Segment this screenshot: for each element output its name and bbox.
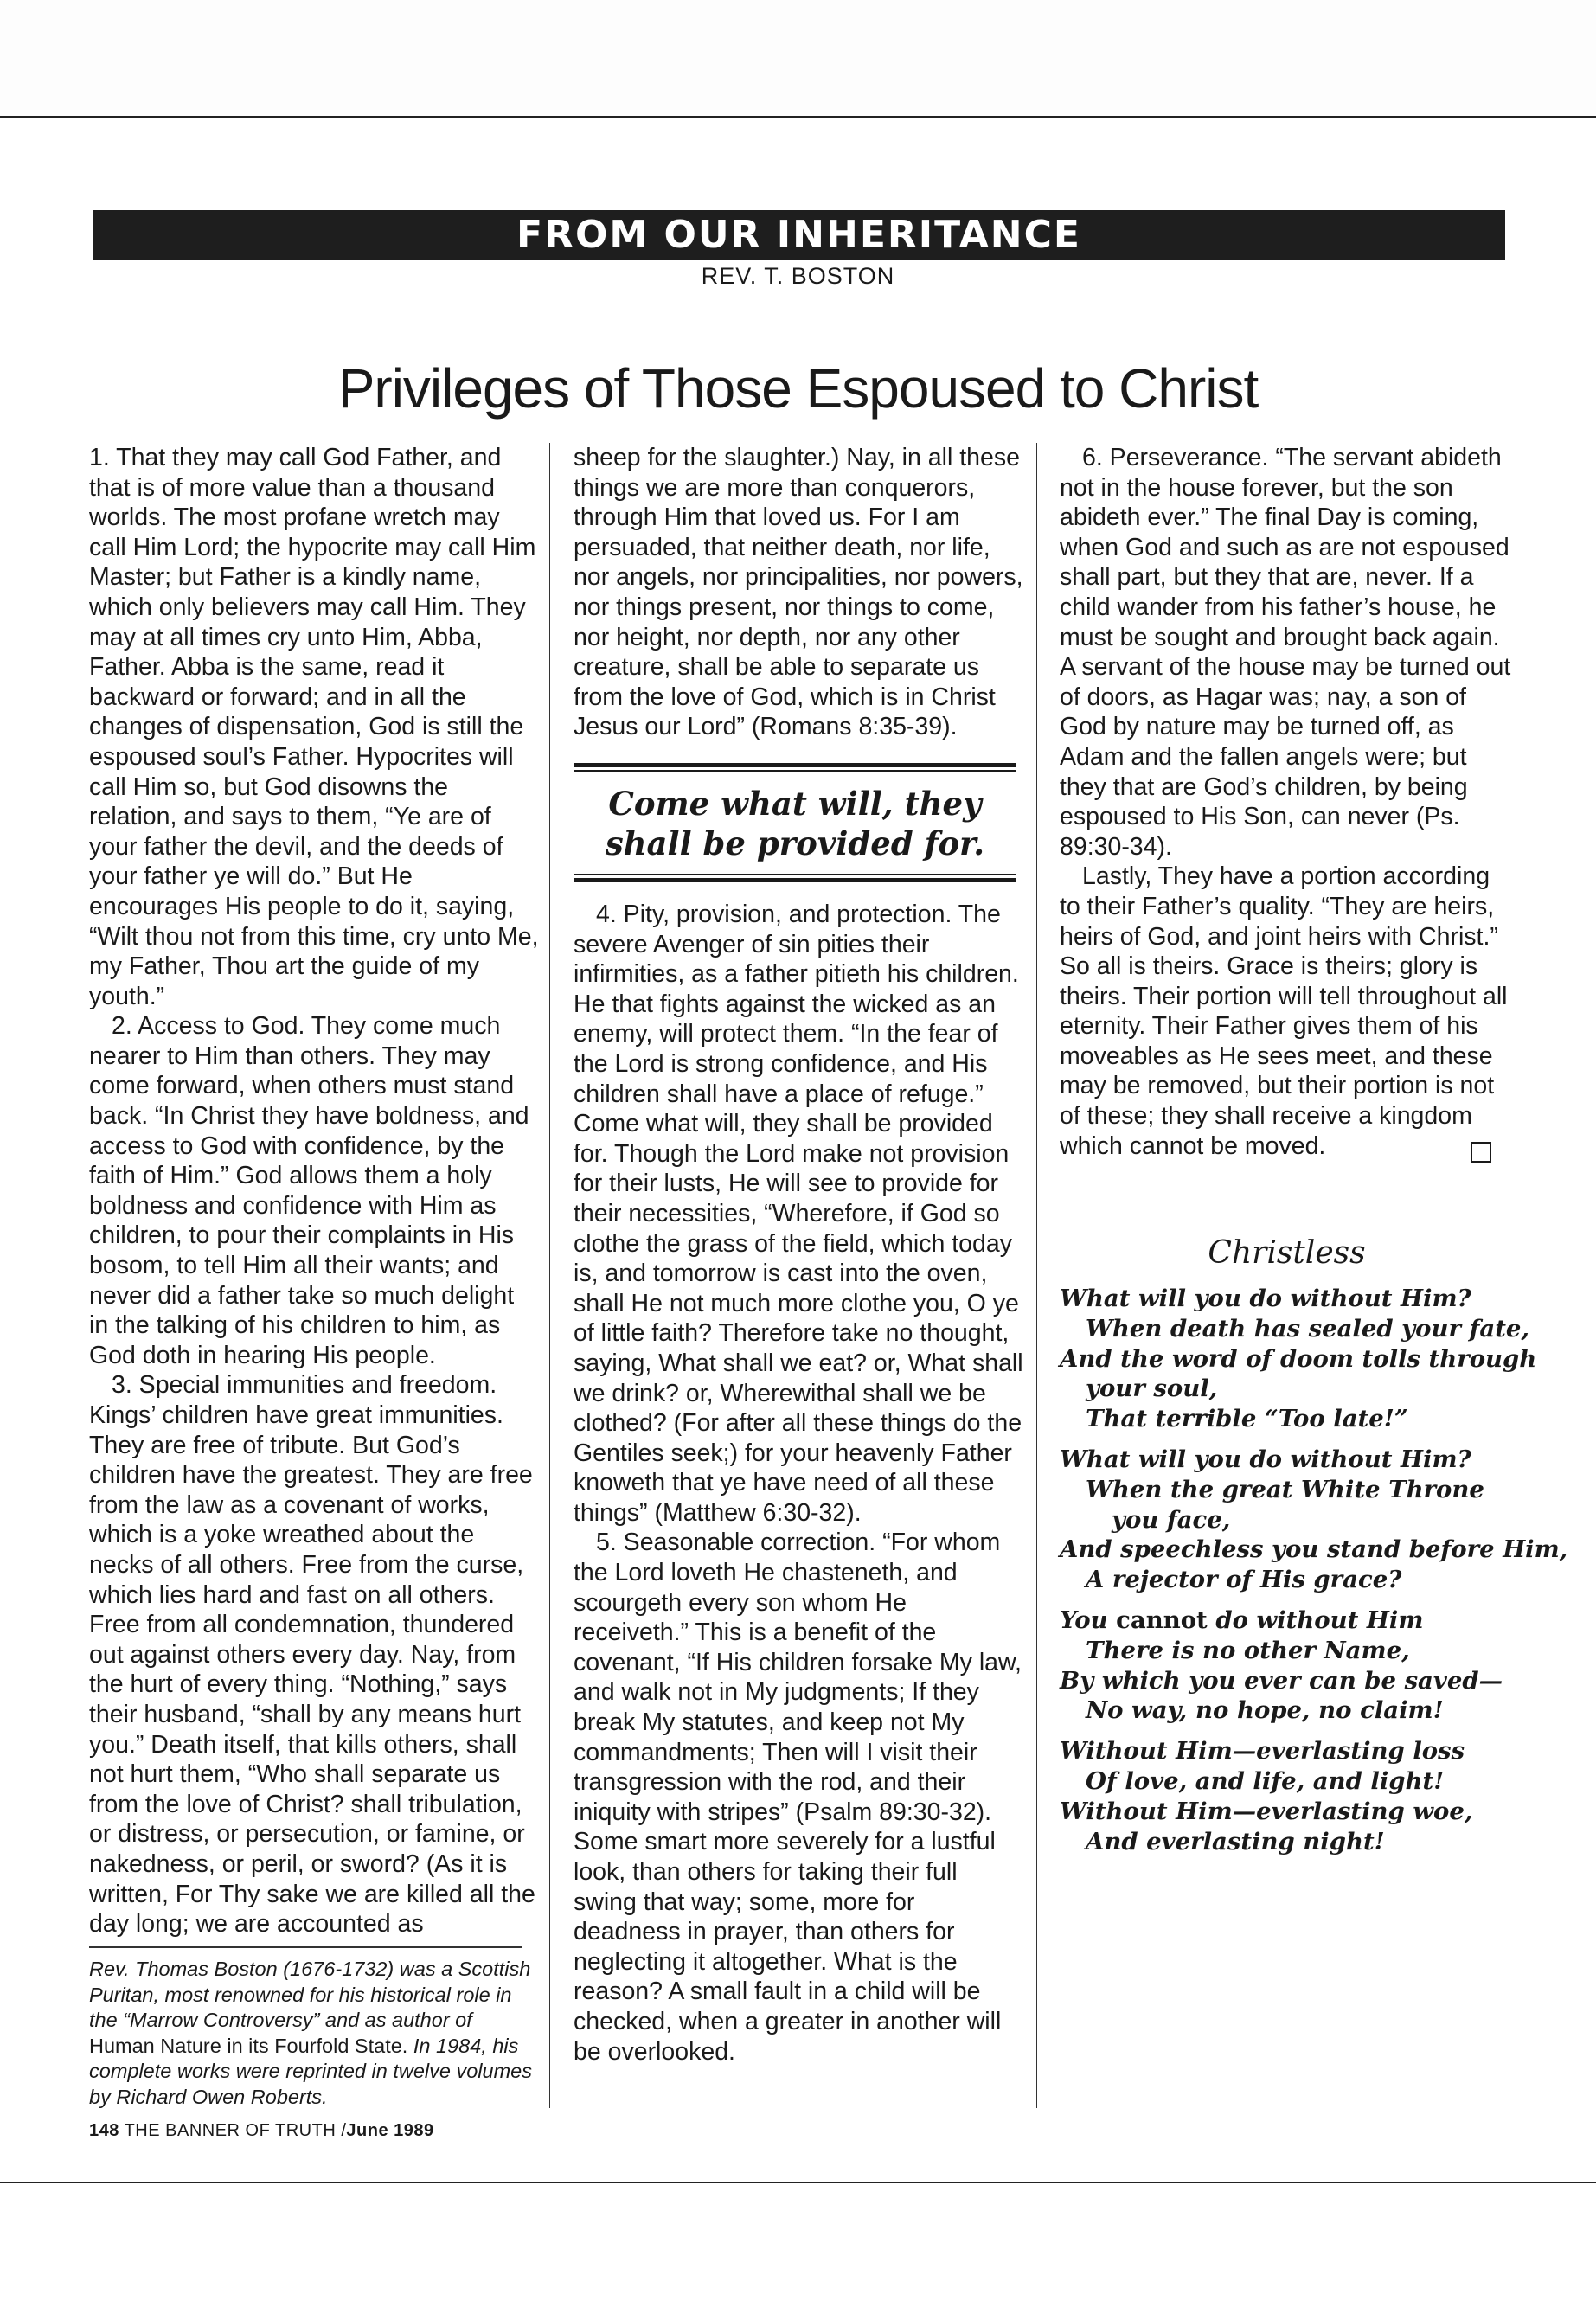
paragraph: Lastly, They have a portion according to their Father’s quality. “They are heirs, heirs of God, and joint heirs with Christ.” So all is theirs. Grace is theirs; glory is theirs. Their portion will tell throughout all eternity. Their Father gives them of his moveables as He sees meet, and these may be removed, but their portion is not of these; they shall receive a kingdom which cannot be moved. bbox=[1060, 862, 1508, 1160]
section-banner: FROM OUR INHERITANCE bbox=[93, 210, 1505, 260]
issue-date: June 1989 bbox=[346, 2121, 434, 2140]
pullquote-rule-top bbox=[574, 763, 1016, 772]
column-divider bbox=[549, 443, 550, 2108]
footnote-rule bbox=[89, 1946, 522, 1948]
paragraph: 2. Access to God. They come much nearer to Him than others. They may come forward, when others must stand back. “In Christ they have boldness, and access to God with confidence, by the faith of Him.” God allows them a holy boldness and confidence with Him as children, to pour their complaints in His bosom, to tell Him all their wants; and never did a father take so much delight in the talking of his children to him, as God doth in hearing His people. bbox=[89, 1012, 529, 1369]
column-divider bbox=[1036, 443, 1037, 2108]
poem-word: do without Him bbox=[1215, 1606, 1424, 1634]
poem-line: That terrible “Too late!” bbox=[1086, 1405, 1408, 1433]
poem-line: A rejector of His grace? bbox=[1086, 1566, 1402, 1594]
pullquote: Come what will, they shall be provided for. bbox=[605, 785, 985, 862]
paragraph: 3. Special immunities and freedom. Kings’ children have great immunities. They are free of tribute. But God’s children have the greatest. They are free from the law as a covenant of works, which is a yoke wreathed about the necks of all others. Free from the curse, which lies hard and fast on all others. Free from all condemnation, thundered out against others every day. Nay, from the hurt of every thing. “Nothing,” says their husband, “shall by any means hurt you.” Death itself, that kills others, shall not hurt them, “Who shall separate us from the love of Christ? shall tribulation, or distress, or persecution, or famine, or nakedness, or peril, or sword? (As it is written, For Thy sake we are killed all the day long; we are accounted as bbox=[89, 1371, 535, 1939]
author-note-text: In 1984, his complete works were reprinted in twelve volumes by Richard Owen Roberts. bbox=[89, 2034, 532, 2108]
column-3 bbox=[1060, 443, 1514, 1161]
poem-line: By which you ever can be saved— bbox=[1060, 1666, 1503, 1695]
scan-margin bbox=[0, 0, 1596, 116]
page-folio bbox=[89, 2121, 434, 2141]
poem-line: Without Him—everlasting loss bbox=[1060, 1737, 1465, 1766]
paragraph: 1. That they may call God Father, and that is of more value than a thousand worlds. The most profane wretch may call Him Lord; the hypocrite may call Him Master; but Father is a kindly name, which only believers may call Him. They may at all times cry unto Him, Abba, Father. Abba is the same, read it backward or forward; and in all the changes of dispensation, God is still the espoused soul’s Father. Hypocrites will call Him so, but God disowns the relation, and says to them, “Ye are of your father the devil, and the deeds of your father ye will do.” But He encourages His people to do it, saying, “Wilt thou not from this time, cry unto Me, my Father, Thou art the guide of my youth.” bbox=[89, 444, 539, 1010]
poem bbox=[1060, 1284, 1568, 1856]
poem-line: Of love, and life, and light! bbox=[1086, 1766, 1445, 1795]
byline: REV. T. BOSTON bbox=[701, 263, 895, 289]
page-edge-top bbox=[0, 116, 1596, 118]
poem-line: What will you do without Him? bbox=[1060, 1445, 1471, 1473]
poem-line: What will you do without Him? bbox=[1060, 1285, 1471, 1312]
author-note bbox=[89, 1957, 539, 2110]
article-title: Privileges of Those Espoused to Christ bbox=[337, 357, 1259, 420]
paragraph: sheep for the slaughter.) Nay, in all these things we are more than conquerors, through Him that loved us. For I am persuaded, that neither death, nor life, nor angels, nor principalities, nor powers, nor things present, nor things to come, nor height, nor depth, nor any other creature, shall be able to separate us from the love of God, which is in Christ Jesus our Lord” (Romans 8:35-39). bbox=[574, 444, 1023, 741]
poem-line: When the great White Throne bbox=[1086, 1475, 1484, 1503]
column-1 bbox=[89, 443, 539, 1939]
poem-title: Christless bbox=[1208, 1235, 1366, 1271]
poem-line: There is no other Name, bbox=[1086, 1636, 1410, 1664]
page-number: 148 bbox=[89, 2121, 119, 2140]
poem-line bbox=[1060, 1606, 1518, 1636]
magazine-name: THE BANNER OF TRUTH / bbox=[124, 2121, 347, 2140]
poem-line: No way, no hope, no claim! bbox=[1086, 1696, 1444, 1725]
poem-line: your soul, bbox=[1086, 1375, 1218, 1403]
poem-line: When death has sealed your fate, bbox=[1086, 1314, 1529, 1343]
paragraph: 5. Seasonable correction. “For whom the Lord loveth He chasteneth, and scourgeth every son whom He receiveth.” This is a benefit of the covenant, “If His children forsake My law, and walk not in My judgments; If they break My statutes, and keep not My commandments; Then will I visit their transgression with the rod, and their iniquity with stripes” (Psalm 89:30-32). Some smart more severely for a lustful look, than others for taking their full swing that way; some, more for deadness in prayer, than others for neglecting it altogether. What is the reason? A small fault in a child will be checked, when a greater in another will be overlooked. bbox=[574, 1529, 1022, 2066]
pullquote-rule-bottom bbox=[574, 874, 1016, 882]
poem-line: And everlasting night! bbox=[1086, 1827, 1385, 1856]
poem-word: You bbox=[1060, 1606, 1108, 1634]
poem-line: you face, bbox=[1112, 1505, 1231, 1534]
column-2-top bbox=[574, 443, 1023, 742]
book-title: Human Nature in its Fourfold State. bbox=[89, 2034, 408, 2057]
page-edge-bottom bbox=[0, 2182, 1596, 2183]
poem-line: And speechless you stand before Him, bbox=[1060, 1535, 1568, 1564]
end-of-article-mark bbox=[1471, 1142, 1491, 1163]
author-note-text: Rev. Thomas Boston (1676-1732) was a Scottish Puritan, most renowned for his historical role in the “Marrow Controversy” and as author of bbox=[89, 1958, 531, 2031]
poem-line: Without Him—everlasting woe, bbox=[1060, 1797, 1473, 1825]
poem-line: And the word of doom tolls through bbox=[1060, 1344, 1537, 1373]
column-2-body bbox=[574, 900, 1023, 2067]
poem-word: cannot bbox=[1116, 1606, 1208, 1634]
paragraph: 6. Perseverance. “The servant abideth not in the house forever, but the son abideth ever.” The final Day is coming, when God and such as are not espoused shall part, but they that are, never. If a child wander from his father’s house, he must be sought and brought back again. A servant of the house may be turned out of doors, as Hagar was; nay, a son of God by nature may be turned off, as Adam and the fallen angels were; but they that are God’s children, by being espoused to His Son, can never (Ps. 89:30-34). bbox=[1060, 444, 1511, 861]
paragraph: 4. Pity, provision, and protection. The severe Avenger of sin pities their infirmities, as a father pitieth his children. He that fights against the wicked as an enemy, will protect them. “In the fear of the Lord is strong confidence, and His children shall have a place of refuge.” Come what will, they shall be provided for. Though the Lord make not provision for their lusts, He will see to provide for their necessities, “Wherefore, if God so clothe the grass of the field, which today is, and tomorrow is cast into the oven, shall He not much more clothe you, O ye of little faith? Therefore take no thought, saying, What shall we eat? or, What shall we drink? or, Wherewithal shall we be clothed? (For after all these things do the Gentiles seek;) for your heavenly Father knoweth that ye have need of all these things” (Matthew 6:30-32). bbox=[574, 901, 1023, 1527]
